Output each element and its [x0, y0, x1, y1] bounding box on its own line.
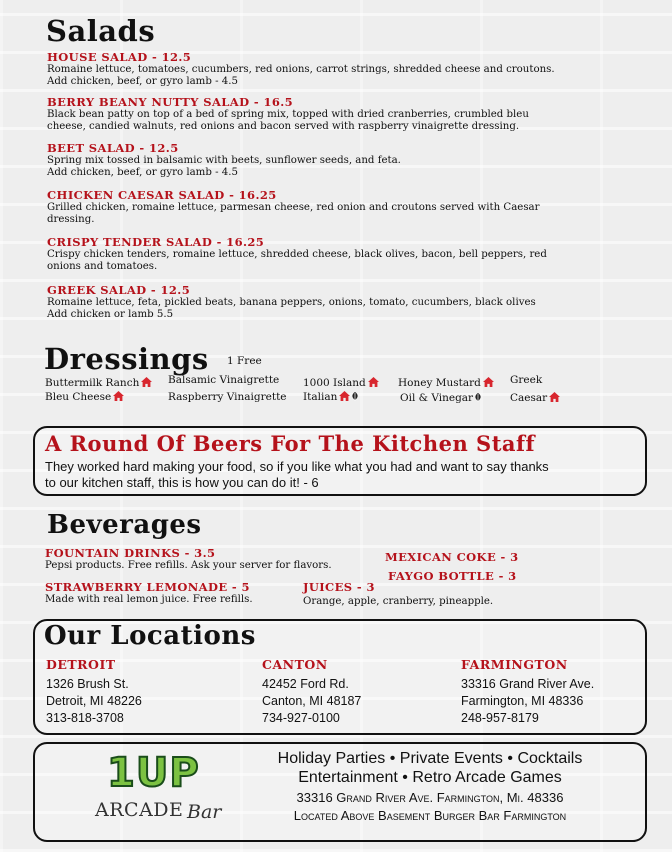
dressing-label: Oil & Vinegar — [400, 392, 474, 404]
promo-retro-arcade: Retro Arcade Games — [412, 769, 562, 786]
salads-heading: Salads — [46, 14, 156, 48]
salad-title: BEET SALAD - 12.5 — [47, 141, 179, 155]
dressing-item — [168, 391, 287, 403]
dressing-item — [510, 392, 560, 404]
location-city: FARMINGTON — [461, 657, 568, 672]
dressing-label: Raspberry Vinaigrette — [168, 391, 287, 403]
location-phone[interactable]: 248-957-8179 — [461, 711, 539, 725]
dressing-label: Bleu Cheese — [45, 391, 112, 403]
beers-box — [33, 426, 647, 496]
location-address: 42452 Ford Rd. — [262, 677, 349, 691]
location-phone[interactable]: 313-818-3708 — [46, 711, 124, 725]
promo-text — [240, 750, 620, 823]
locations-box — [33, 619, 647, 735]
dressings-heading: Dressings — [44, 342, 209, 376]
logo-bar: Bar — [187, 801, 222, 823]
dressing-item — [168, 374, 279, 386]
salad-desc-line: Romaine lettuce, feta, pickled beats, banana peppers, onions, tomato, cucumbers, black olives — [47, 297, 536, 308]
salad-desc-line: cheese, candied walnuts, red onions and bacon served with raspberry vinaigrette dressing. — [47, 121, 520, 133]
location-detroit — [46, 657, 142, 727]
dressing-label: Caesar — [510, 392, 548, 404]
arcade-bar-logo — [95, 750, 225, 834]
dressings-note: 1 Free — [227, 355, 262, 367]
location-phone[interactable]: 734-927-0100 — [262, 711, 340, 725]
leaf-icon — [474, 393, 482, 402]
dressing-item — [400, 392, 482, 404]
logo-arcade: ARCADE — [95, 799, 184, 821]
salad-desc-line: Spring mix tossed in balsamic with beets, sunflower seeds, and feta. — [47, 155, 401, 166]
salad-desc-line: Crispy chicken tenders, romaine lettuce, shredded cheese, black olives, bacon, bell peppers, red — [47, 249, 547, 260]
promo-address: 33316 Grand River Ave. Farmington, Mi. 48336 — [296, 790, 564, 805]
dressing-item — [510, 374, 542, 386]
promo-bullet: • — [507, 750, 513, 767]
location-address: 1326 Brush St. — [46, 677, 129, 691]
dressing-label: Honey Mustard — [398, 377, 481, 389]
dressing-label: Buttermilk Ranch — [45, 377, 140, 389]
salad-item — [47, 235, 647, 283]
beverage-title: FOUNTAIN DRINKS - 3.5 — [45, 546, 216, 560]
location-canton — [262, 657, 361, 727]
location-city: DETROIT — [46, 657, 116, 672]
beverage-desc: Pepsi products. Free refills. Ask your server for flavors. — [45, 560, 332, 571]
beverage-item — [303, 580, 493, 608]
beverage-title: MEXICAN COKE - 3 — [385, 550, 519, 564]
house-icon — [549, 392, 560, 402]
beverage-title: FAYGO BOTTLE - 3 — [388, 569, 517, 583]
house-icon — [113, 391, 124, 401]
dressing-item — [45, 377, 152, 389]
salad-list — [47, 50, 647, 322]
house-icon — [483, 377, 494, 387]
salad-desc-line: Add chicken, beef, or gyro lamb - 4.5 — [47, 167, 238, 179]
location-citystate: Canton, MI 48187 — [262, 694, 362, 708]
salad-title: GREEK SALAD - 12.5 — [47, 283, 191, 297]
beverage-desc: Made with real lemon juice. Free refills. — [45, 594, 253, 605]
location-citystate: Detroit, MI 48226 — [46, 694, 142, 708]
beverage-item — [45, 546, 332, 572]
salad-title: CHICKEN CAESAR SALAD - 16.25 — [47, 188, 277, 202]
house-icon — [339, 391, 350, 401]
beverage-desc: Orange, apple, cranberry, pineapple. — [303, 596, 494, 607]
salad-title: BERRY BEANY NUTTY SALAD - 16.5 — [47, 95, 294, 109]
salad-desc-line: dressing. — [47, 214, 95, 226]
dressing-item — [398, 377, 494, 389]
promo-line1 — [240, 750, 620, 768]
dressing-label: Greek — [510, 374, 543, 386]
dressing-item — [303, 391, 359, 403]
dressing-label: Balsamic Vinaigrette — [168, 374, 280, 386]
promo-bullet: • — [402, 769, 408, 786]
location-farmington — [461, 657, 594, 727]
beers-desc-line: They worked hard making your food, so if you like what you had and want to say thanks — [45, 459, 549, 474]
beverages-heading: Beverages — [47, 510, 202, 540]
beverage-title: JUICES - 3 — [303, 580, 375, 594]
salad-desc-line: Grilled chicken, romaine lettuce, parmesan cheese, red onion and croutons served with Caesar — [47, 202, 540, 213]
dressing-label: 1000 Island — [303, 377, 366, 389]
beverage-item — [45, 580, 253, 606]
promo-location-note: Located Above Basement Burger Bar Farmington — [293, 808, 567, 823]
beers-heading: A Round Of Beers For The Kitchen Staff — [45, 431, 536, 456]
house-icon — [368, 377, 379, 387]
house-icon — [141, 377, 152, 387]
salad-desc-line: onions and tomatoes. — [47, 261, 158, 273]
promo-entertainment: Entertainment — [298, 769, 398, 786]
promo-line2 — [240, 769, 620, 787]
salad-desc-line: Add chicken, beef, or gyro lamb - 4.5 — [47, 76, 238, 88]
location-address: 33316 Grand River Ave. — [461, 677, 595, 691]
salad-desc-line: Romaine lettuce, tomatoes, cucumbers, red onions, carrot strings, shredded cheese and croutons. — [47, 64, 555, 75]
beverage-title: STRAWBERRY LEMONADE - 5 — [45, 580, 250, 594]
beverage-item — [385, 550, 519, 564]
salad-item — [47, 95, 647, 141]
leaf-icon — [351, 392, 359, 401]
promo-holiday-parties: Holiday Parties — [277, 750, 386, 767]
salad-item — [47, 50, 647, 95]
beverage-item — [388, 569, 517, 583]
dressing-label: Italian — [303, 391, 338, 403]
salad-title: CRISPY TENDER SALAD - 16.25 — [47, 235, 265, 249]
location-city: CANTON — [262, 657, 328, 672]
salad-item — [47, 283, 647, 322]
logo-main: 1UP — [107, 750, 200, 796]
dressing-item — [303, 377, 379, 389]
salad-item — [47, 141, 647, 188]
salad-item — [47, 188, 647, 235]
promo-box — [33, 742, 647, 842]
promo-bullet: • — [389, 750, 396, 767]
location-citystate: Farmington, MI 48336 — [461, 694, 584, 708]
salad-desc-line: Add chicken or lamb 5.5 — [47, 309, 174, 321]
dressing-item — [45, 391, 124, 403]
promo-private-events: Private Events — [399, 750, 503, 767]
beers-desc — [45, 459, 549, 491]
locations-heading: Our Locations — [44, 621, 256, 651]
salad-desc-line: Black bean patty on top of a bed of spring mix, topped with dried cranberries, crumbled bleu — [47, 109, 529, 120]
promo-cocktails: Cocktails — [517, 750, 583, 767]
beers-desc-line: to our kitchen staff, this is how you can do it! - 6 — [45, 475, 319, 490]
salad-title: HOUSE SALAD - 12.5 — [47, 50, 192, 64]
